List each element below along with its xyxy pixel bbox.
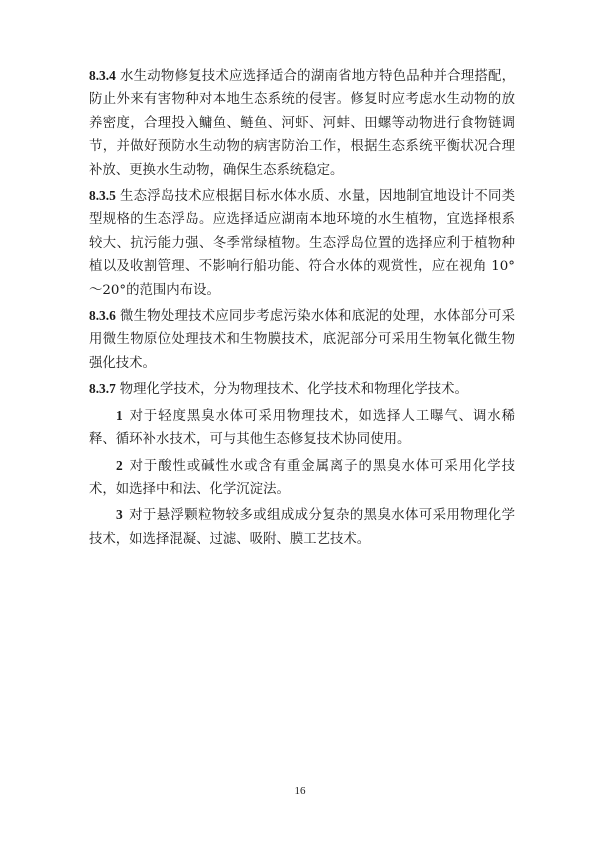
clause-8-3-7 [89,377,515,401]
clause-8-3-5 [89,184,515,302]
item-text: 对于轻度黑臭水体可采用物理技术，如选择人工曝气、调水稀释、循环补水技术，可与其他生态修复技术协同使用。 [89,408,515,448]
clause-number: 8.3.6 [89,308,116,324]
list-item-1 [89,404,515,452]
page-number: 16 [294,785,306,797]
item-text: 对于悬浮颗粒物较多或组成成分复杂的黑臭水体可采用物理化学技术，如选择混凝、过滤、吸附、膜工艺技术。 [89,508,515,547]
item-number: 2 [116,457,123,473]
list-item-3 [89,503,515,551]
page-content [89,64,515,553]
item-number: 1 [116,407,123,423]
clause-text: 生态浮岛技术应根据目标水体水质、水量，因地制宜地设计不同类型规格的生态浮岛。应选择适应湖南本地环境的水生植物，宜选择根系较大、抗污能力强、冬季常绿植物。生态浮岛位置的选择应利于植物种植以及收割管理、不影响行船功能、符合水体的观赏性，应在视角 10°～20°的范围内布设。 [89,189,515,298]
clause-8-3-6 [89,304,515,375]
clause-number: 8.3.4 [89,68,116,83]
clause-text: 物理化学技术，分为物理技术、化学技术和物理化学技术。 [119,382,468,398]
item-text: 对于酸性或碱性水或含有重金属离子的黑臭水体可采用化学技术，如选择中和法、化学沉淀法。 [89,458,515,497]
item-number: 3 [116,507,123,523]
clause-number: 8.3.5 [89,188,116,204]
clause-number: 8.3.7 [89,381,116,397]
clause-text: 水生动物修复技术应选择适合的湖南省地方特色品种并合理搭配，防止外来有害物种对本地生态系统的侵害。修复时应考虑水生动物的放养密度，合理投入鳙鱼、鲢鱼、河虾、河蚌、田螺等动物进行食物链调节，并做好预防水生动物的病害防治工作，根据生态系统平衡状况合理补放、更换水生动物，确保生态系统稳定。 [89,69,515,178]
clause-text: 微生物处理技术应同步考虑污染水体和底泥的处理，水体部分可采用微生物原位处理技术和生物膜技术，底泥部分可采用生物氧化微生物强化技术。 [89,309,515,371]
clause-8-3-4 [89,64,515,182]
list-item-2 [89,454,515,502]
